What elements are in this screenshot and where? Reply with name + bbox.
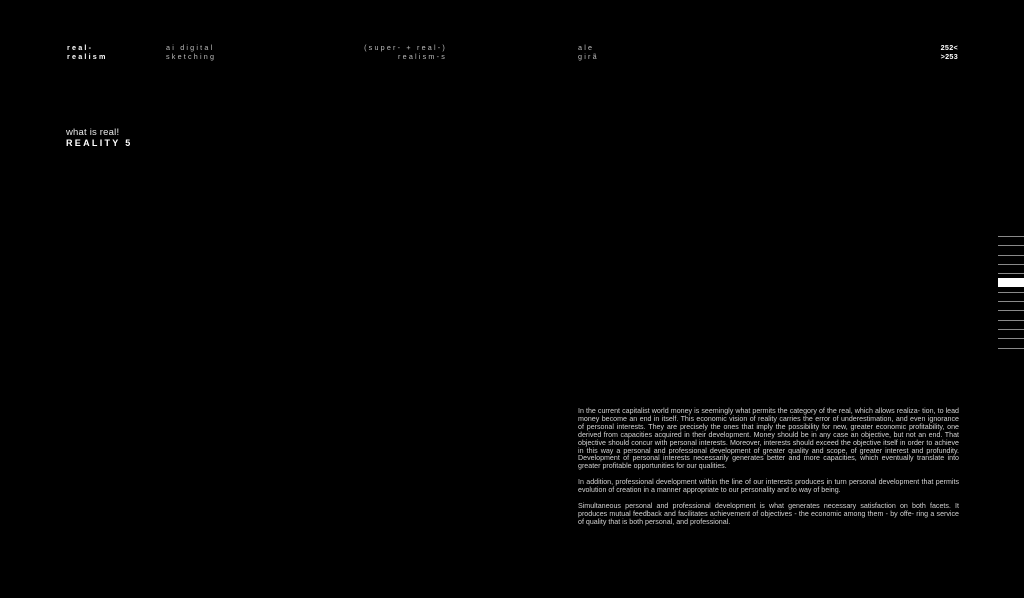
concept-label-line2: realism-s	[398, 52, 447, 61]
concept-label-line1: (super- + real-)	[364, 43, 447, 52]
body-paragraph-1: In the current capitalist world money is seemingly what permits the category of the real, which allows realiza- tion, to lead money become an end in itself. This economic vision of reality carries the error of underestimation, and even ignorance of personal interests. They are precisely the ones that imply the possibility for new, greater economic profitability, one derived from capacities acquired in their development. Money should be in any case an objective, but not an end. That objective should concur with personal interests. Moreover, interests should exceed the objective itself in order to achieve in this way a personal and professional development of greater quality and scope, of greater interest and profundity. Development of personal interests necessarily generates better and more capacities, which eventually translate into greater profitable opportunities for our qualities.	[578, 407, 959, 471]
author-name	[578, 43, 599, 61]
page-nav-tick[interactable]	[998, 255, 1024, 256]
body-paragraph-3: Simultaneous personal and professional development is what generates necessary satisfaction on both facets. It produces mutual feedback and facilitates achievement of objectives - the economic among them - by offe- ring a service of quality that is both personal, and professional.	[578, 501, 959, 526]
concept-label	[361, 43, 447, 61]
section-title: REALITY 5	[66, 138, 133, 148]
book-title-line1: real-	[67, 43, 94, 52]
book-title-line2: realism	[67, 52, 108, 61]
page-nav-tick[interactable]	[998, 236, 1024, 237]
page-nav-tick[interactable]	[998, 348, 1024, 349]
page-nav-tick[interactable]	[998, 310, 1024, 311]
page-navigation[interactable]	[998, 236, 1024, 357]
page-nav-tick-active[interactable]	[998, 278, 1024, 287]
page-nav-tick[interactable]	[998, 329, 1024, 330]
author-name-line1: ale	[578, 43, 595, 52]
page-nav-tick[interactable]	[998, 245, 1024, 246]
page-nav-tick[interactable]	[998, 338, 1024, 339]
page-nav-tick[interactable]	[998, 301, 1024, 302]
book-subtitle	[166, 43, 216, 61]
section-heading	[66, 127, 133, 149]
body-text	[578, 408, 959, 534]
page-nav-tick[interactable]	[998, 264, 1024, 265]
book-title	[67, 43, 108, 61]
body-paragraph-2: In addition, professional development within the line of our interests produces in turn personal development that permits evolution of creation in a manner appropriate to our personality and to way of being.	[578, 478, 959, 495]
book-subtitle-line1: ai digital	[166, 43, 215, 52]
page-nav-tick[interactable]	[998, 273, 1024, 274]
section-question: what is real!	[66, 127, 120, 138]
page-number-left[interactable]: 252<	[940, 43, 958, 52]
book-subtitle-line2: sketching	[166, 52, 217, 61]
page-nav-tick[interactable]	[998, 292, 1024, 293]
page-numbers	[930, 43, 958, 61]
page-nav-tick[interactable]	[998, 320, 1024, 321]
author-name-line2: girã	[578, 52, 599, 61]
page-number-right[interactable]: >253	[940, 52, 958, 61]
